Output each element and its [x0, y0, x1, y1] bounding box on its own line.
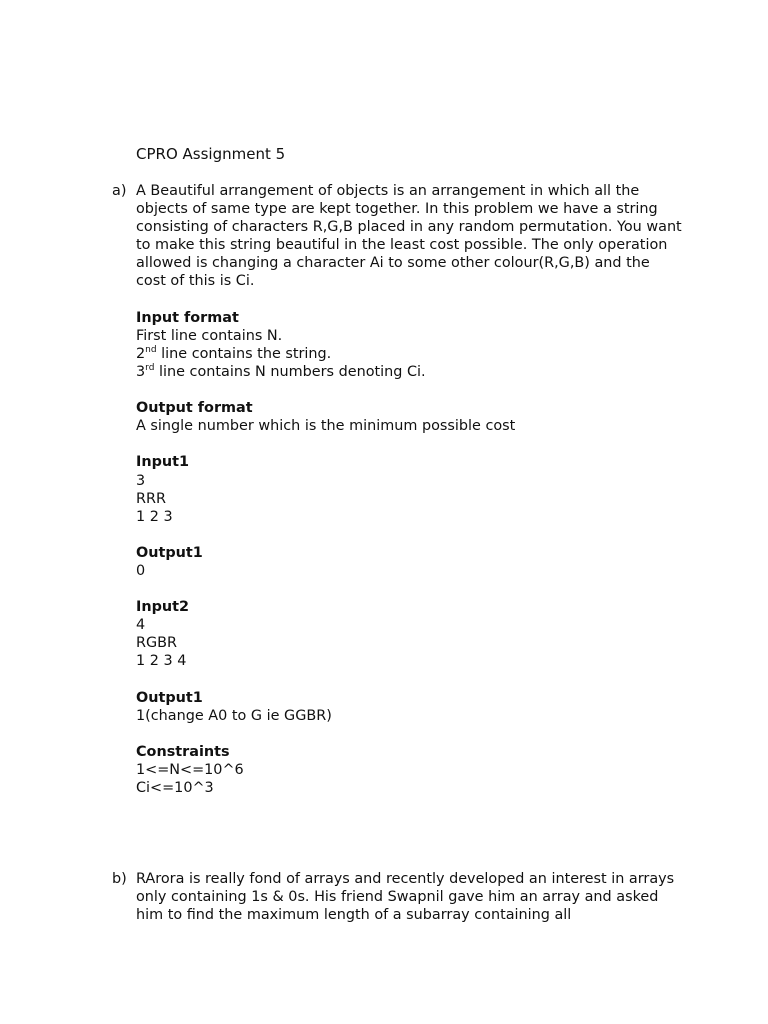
problem-b-marker: b): [112, 871, 127, 887]
input1-line-3: 1 2 3: [136, 508, 173, 525]
input2-section: [136, 598, 682, 670]
problem-b: [112, 870, 682, 924]
input-format-section: [136, 309, 682, 381]
problem-a: [112, 182, 682, 797]
document-title: CPRO Assignment 5: [136, 145, 286, 163]
output2-heading: Output1: [136, 689, 203, 706]
input2-heading: Input2: [136, 599, 190, 616]
output-format-section: [136, 399, 682, 435]
output2-line-1: 1(change A0 to G ie GGBR): [136, 707, 332, 724]
input-format-line-1: First line contains N.: [136, 327, 283, 344]
output1-line-1: 0: [136, 562, 146, 579]
constraints-heading: Constraints: [136, 743, 230, 760]
input-format-line-2: 2nd line contains the string.: [136, 344, 332, 362]
output-format-line-1: A single number which is the minimum possible cost: [136, 418, 516, 435]
constraints-section: [136, 743, 682, 797]
output1-section: [136, 544, 682, 580]
output1-heading: Output1: [136, 544, 203, 561]
problem-a-statement: A Beautiful arrangement of objects is an arrangement in which all the objects of same type are kept together. In this problem we have a string consisting of characters R,G,B placed in any random permutation. You want to make this string beautiful in the least cost possible. The only operation allowed is changing a character Ai to some other colour(R,G,B) and the cost of this is Ci.: [136, 183, 682, 290]
problem-a-body: [136, 182, 682, 797]
input1-section: [136, 453, 682, 525]
problem-b-statement: RArora is really fond of arrays and recently developed an interest in arrays only containing 1s & 0s. His friend Swapnil gave him an array and asked him to find the maximum length of a subarray containing all: [136, 871, 675, 924]
constraints-line-2: Ci<=10^3: [136, 780, 214, 797]
output-format-heading: Output format: [136, 400, 253, 417]
problem-a-marker: a): [112, 183, 127, 199]
problem-b-body: [136, 870, 682, 924]
input1-heading: Input1: [136, 454, 190, 471]
input-format-line-3: 3rd line contains N numbers denoting Ci.: [136, 362, 426, 380]
input2-line-2: RGBR: [136, 635, 178, 652]
output2-section: [136, 689, 682, 725]
input-format-heading: Input format: [136, 309, 239, 326]
input1-line-2: RRR: [136, 490, 166, 507]
input2-line-3: 1 2 3 4: [136, 653, 187, 670]
input2-line-1: 4: [136, 617, 146, 634]
input1-line-1: 3: [136, 472, 146, 489]
constraints-line-1: 1<=N<=10^6: [136, 762, 244, 778]
